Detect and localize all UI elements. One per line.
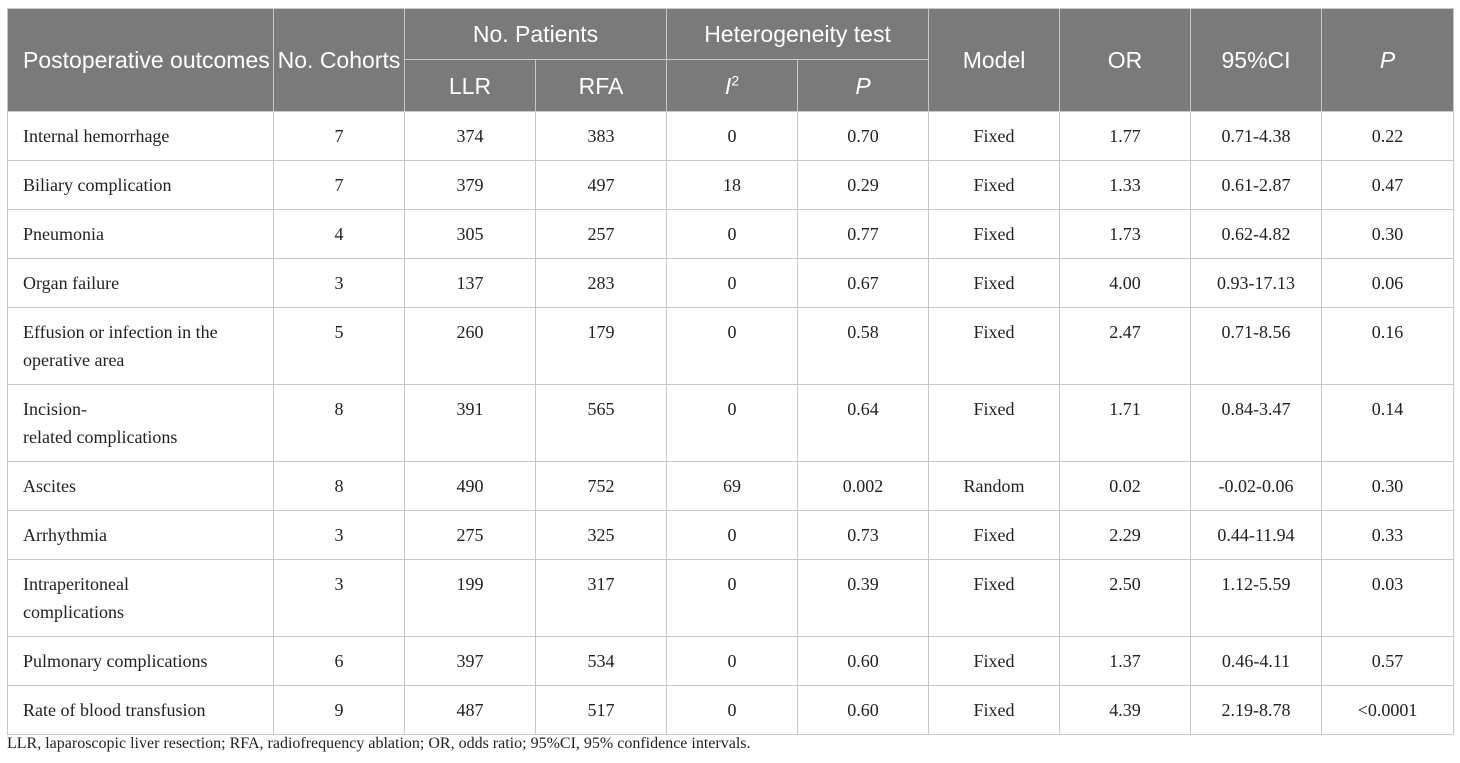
cell-llr: 379 xyxy=(405,161,536,210)
header-ci: 95%CI xyxy=(1191,9,1322,112)
cell-or: 2.47 xyxy=(1060,308,1191,385)
table-row xyxy=(8,560,1454,637)
table-row xyxy=(8,112,1454,161)
cell-model: Fixed xyxy=(929,210,1060,259)
header-cohorts: No. Cohorts xyxy=(274,9,405,112)
cell-or: 2.29 xyxy=(1060,511,1191,560)
cell-cohorts: 8 xyxy=(274,385,405,462)
header-or: OR xyxy=(1060,9,1191,112)
cell-i2: 0 xyxy=(667,637,798,686)
cell-or: 4.00 xyxy=(1060,259,1191,308)
cell-model: Fixed xyxy=(929,686,1060,735)
outcome-line: Effusion or infection in the xyxy=(23,322,218,342)
cell-p: 0.03 xyxy=(1322,560,1454,637)
cell-ci: 0.93-17.13 xyxy=(1191,259,1322,308)
cell-ci: 0.61-2.87 xyxy=(1191,161,1322,210)
cell-model: Fixed xyxy=(929,560,1060,637)
cell-p: 0.22 xyxy=(1322,112,1454,161)
header-llr: LLR xyxy=(405,60,536,112)
outcome-line: Incision- xyxy=(23,399,87,419)
outcome-line: Arrhythmia xyxy=(23,525,107,545)
outcome-line: Intraperitoneal xyxy=(23,574,129,594)
table-header xyxy=(8,9,1454,112)
cell-het-p: 0.29 xyxy=(798,161,929,210)
table-body xyxy=(8,112,1454,735)
outcome-line: Pulmonary complications xyxy=(23,651,208,671)
cell-or: 1.77 xyxy=(1060,112,1191,161)
cell-model: Fixed xyxy=(929,385,1060,462)
cell-llr: 275 xyxy=(405,511,536,560)
cell-het-p: 0.64 xyxy=(798,385,929,462)
cell-rfa: 325 xyxy=(536,511,667,560)
cell-cohorts: 7 xyxy=(274,112,405,161)
cell-llr: 199 xyxy=(405,560,536,637)
cell-cohorts: 3 xyxy=(274,259,405,308)
cell-outcome xyxy=(8,112,274,161)
table-row xyxy=(8,637,1454,686)
cell-het-p: 0.73 xyxy=(798,511,929,560)
cell-i2: 0 xyxy=(667,259,798,308)
header-rfa: RFA xyxy=(536,60,667,112)
cell-p: <0.0001 xyxy=(1322,686,1454,735)
cell-ci: 0.62-4.82 xyxy=(1191,210,1322,259)
cell-outcome xyxy=(8,686,274,735)
cell-llr: 137 xyxy=(405,259,536,308)
table-row xyxy=(8,385,1454,462)
cell-rfa: 383 xyxy=(536,112,667,161)
cell-rfa: 752 xyxy=(536,462,667,511)
cell-or: 1.73 xyxy=(1060,210,1191,259)
table-row xyxy=(8,259,1454,308)
cell-rfa: 497 xyxy=(536,161,667,210)
outcome-line: Ascites xyxy=(23,476,76,496)
results-table xyxy=(7,8,1454,735)
cell-i2: 18 xyxy=(667,161,798,210)
cell-p: 0.16 xyxy=(1322,308,1454,385)
cell-llr: 305 xyxy=(405,210,536,259)
cell-i2: 69 xyxy=(667,462,798,511)
cell-i2: 0 xyxy=(667,210,798,259)
cell-outcome xyxy=(8,308,274,385)
cell-outcome xyxy=(8,511,274,560)
cell-cohorts: 6 xyxy=(274,637,405,686)
outcome-line: Pneumonia xyxy=(23,224,104,244)
cell-model: Fixed xyxy=(929,637,1060,686)
cell-outcome xyxy=(8,259,274,308)
cell-i2: 0 xyxy=(667,686,798,735)
cell-het-p: 0.60 xyxy=(798,686,929,735)
cell-or: 1.33 xyxy=(1060,161,1191,210)
cell-outcome xyxy=(8,637,274,686)
cell-het-p: 0.60 xyxy=(798,637,929,686)
cell-llr: 487 xyxy=(405,686,536,735)
cell-het-p: 0.39 xyxy=(798,560,929,637)
cell-rfa: 565 xyxy=(536,385,667,462)
table-row xyxy=(8,210,1454,259)
cell-cohorts: 3 xyxy=(274,511,405,560)
cell-outcome xyxy=(8,560,274,637)
cell-llr: 391 xyxy=(405,385,536,462)
cell-model: Fixed xyxy=(929,511,1060,560)
cell-het-p: 0.002 xyxy=(798,462,929,511)
cell-ci: 0.44-11.94 xyxy=(1191,511,1322,560)
cell-p: 0.57 xyxy=(1322,637,1454,686)
cell-or: 4.39 xyxy=(1060,686,1191,735)
cell-cohorts: 5 xyxy=(274,308,405,385)
cell-p: 0.06 xyxy=(1322,259,1454,308)
cell-cohorts: 9 xyxy=(274,686,405,735)
cell-cohorts: 3 xyxy=(274,560,405,637)
cell-i2: 0 xyxy=(667,560,798,637)
cell-ci: 0.46-4.11 xyxy=(1191,637,1322,686)
header-outcome: Postoperative outcomes xyxy=(8,9,274,112)
header-p: P xyxy=(1322,9,1454,112)
cell-p: 0.47 xyxy=(1322,161,1454,210)
outcome-line: related complications xyxy=(23,427,178,447)
cell-i2: 0 xyxy=(667,511,798,560)
cell-or: 1.71 xyxy=(1060,385,1191,462)
cell-p: 0.30 xyxy=(1322,210,1454,259)
cell-rfa: 534 xyxy=(536,637,667,686)
table-row xyxy=(8,511,1454,560)
outcome-line: Rate of blood transfusion xyxy=(23,700,206,720)
cell-llr: 374 xyxy=(405,112,536,161)
table-row xyxy=(8,161,1454,210)
cell-rfa: 257 xyxy=(536,210,667,259)
cell-het-p: 0.67 xyxy=(798,259,929,308)
cell-or: 2.50 xyxy=(1060,560,1191,637)
cell-outcome xyxy=(8,210,274,259)
cell-p: 0.33 xyxy=(1322,511,1454,560)
cell-model: Fixed xyxy=(929,161,1060,210)
table-row xyxy=(8,686,1454,735)
cell-het-p: 0.70 xyxy=(798,112,929,161)
cell-rfa: 517 xyxy=(536,686,667,735)
cell-het-p: 0.77 xyxy=(798,210,929,259)
cell-or: 1.37 xyxy=(1060,637,1191,686)
header-i2-sup: 2 xyxy=(731,71,740,88)
outcome-line: Biliary complication xyxy=(23,175,172,195)
cell-or: 0.02 xyxy=(1060,462,1191,511)
cell-ci: 0.84-3.47 xyxy=(1191,385,1322,462)
cell-p: 0.30 xyxy=(1322,462,1454,511)
header-i2-base: I xyxy=(724,72,732,99)
header-heterogeneity: Heterogeneity test xyxy=(667,9,929,60)
cell-llr: 490 xyxy=(405,462,536,511)
outcome-line: operative area xyxy=(23,350,125,370)
cell-cohorts: 4 xyxy=(274,210,405,259)
cell-rfa: 283 xyxy=(536,259,667,308)
cell-het-p: 0.58 xyxy=(798,308,929,385)
cell-p: 0.14 xyxy=(1322,385,1454,462)
cell-outcome xyxy=(8,161,274,210)
outcome-line: Internal hemorrhage xyxy=(23,126,170,146)
table-row xyxy=(8,308,1454,385)
cell-i2: 0 xyxy=(667,308,798,385)
outcome-line: Organ failure xyxy=(23,273,120,293)
cell-model: Fixed xyxy=(929,112,1060,161)
cell-outcome xyxy=(8,385,274,462)
header-i2 xyxy=(667,60,798,112)
outcome-line: complications xyxy=(23,602,124,622)
cell-ci: 0.71-4.38 xyxy=(1191,112,1322,161)
header-het-p: P xyxy=(798,60,929,112)
cell-model: Fixed xyxy=(929,259,1060,308)
cell-rfa: 179 xyxy=(536,308,667,385)
cell-i2: 0 xyxy=(667,385,798,462)
cell-model: Random xyxy=(929,462,1060,511)
cell-llr: 260 xyxy=(405,308,536,385)
header-patients: No. Patients xyxy=(405,9,667,60)
table-row xyxy=(8,462,1454,511)
cell-ci: -0.02-0.06 xyxy=(1191,462,1322,511)
cell-cohorts: 7 xyxy=(274,161,405,210)
cell-model: Fixed xyxy=(929,308,1060,385)
cell-llr: 397 xyxy=(405,637,536,686)
cell-ci: 2.19-8.78 xyxy=(1191,686,1322,735)
table-footnote: LLR, laparoscopic liver resection; RFA, radiofrequency ablation; OR, odds ratio; 95%CI, 95% confidence intervals. xyxy=(7,735,751,752)
cell-cohorts: 8 xyxy=(274,462,405,511)
cell-ci: 1.12-5.59 xyxy=(1191,560,1322,637)
cell-i2: 0 xyxy=(667,112,798,161)
cell-outcome xyxy=(8,462,274,511)
cell-ci: 0.71-8.56 xyxy=(1191,308,1322,385)
cell-rfa: 317 xyxy=(536,560,667,637)
header-model: Model xyxy=(929,9,1060,112)
